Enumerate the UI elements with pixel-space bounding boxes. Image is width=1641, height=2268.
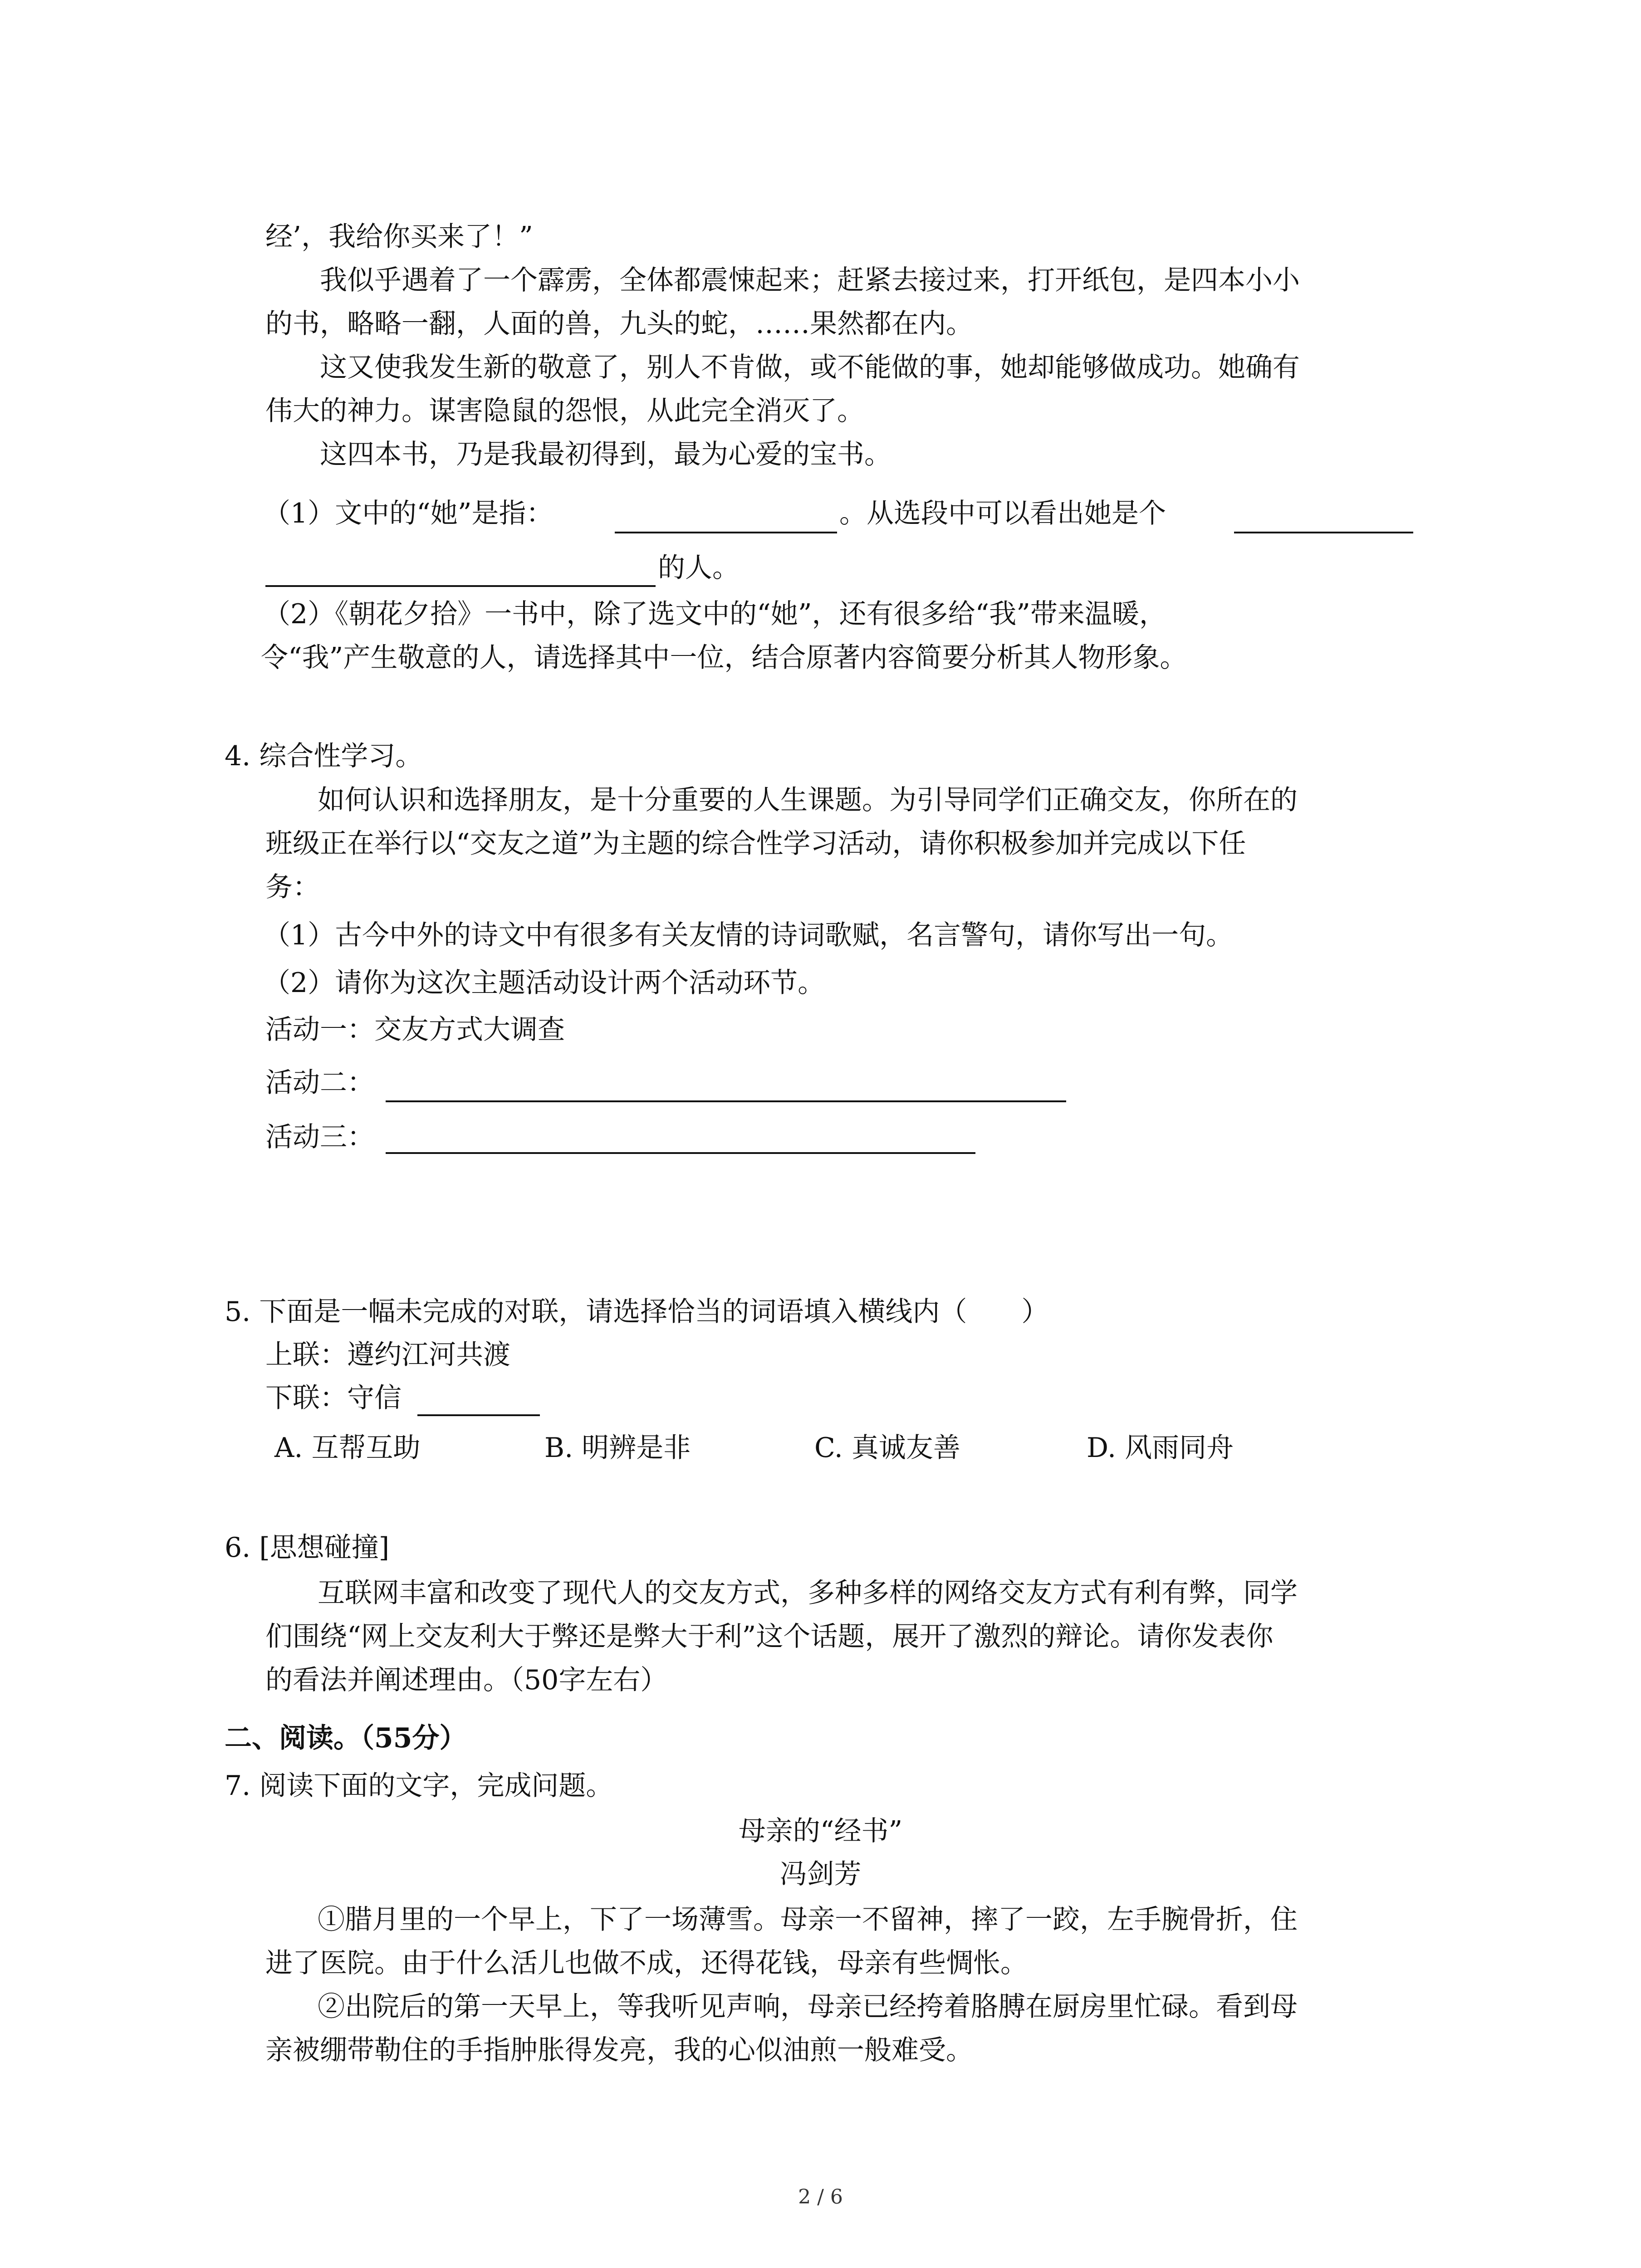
- q4-activity-1: 活动一：交友方式大调查: [265, 1014, 565, 1046]
- q6-line-2: 们围绕“网上交友利大于弊还是弊大于利”这个话题，展开了激烈的辩论。请你发表你: [265, 1621, 1274, 1652]
- q5-title: 5. 下面是一幅未完成的对联，请选择恰当的词语填入横线内（ ）: [225, 1296, 1049, 1328]
- q6-title: 6. [思想碰撞]: [225, 1532, 390, 1564]
- article-para-2-line-2: 亲被绷带勒住的手指肿胀得发亮，我的心似油煎一般难受。: [265, 2034, 973, 2066]
- q4-title: 4. 综合性学习。: [225, 740, 423, 772]
- q3-part1-text-b: 。从选段中可以看出她是个: [839, 498, 1166, 529]
- article-para-2-line-1: ②出院后的第一天早上，等我听见声响，母亲已经挎着胳膊在厨房里忙碌。看到母: [318, 1991, 1298, 2023]
- article-author: 冯剑芳: [779, 1858, 862, 1890]
- q3-part1-text-c: 的人。: [658, 552, 740, 584]
- q4-intro-line-3: 务：: [265, 871, 320, 903]
- q5-option-b[interactable]: B. 明辨是非: [544, 1432, 691, 1464]
- q4-activity-3-blank[interactable]: [386, 1152, 975, 1154]
- q4-sub-1: （1）古今中外的诗文中有很多有关友情的诗词歌赋，名言警句，请你写出一句。: [263, 919, 1234, 951]
- article-para-1-line-1: ①腊月里的一个早上，下了一场薄雪。母亲一不留神，摔了一跤，左手腕骨折，住: [318, 1904, 1298, 1936]
- q6-line-3: 的看法并阐述理由。（50字左右）: [265, 1664, 668, 1696]
- q5-lower-couplet: 下联：守信: [265, 1382, 402, 1414]
- excerpt-line-1: 经’，我给你买来了！”: [265, 221, 533, 253]
- q4-sub-2: （2）请你为这次主题活动设计两个活动环节。: [263, 967, 825, 999]
- q6-line-1: 互联网丰富和改变了现代人的交友方式，多种多样的网络交友方式有利有弊，同学: [318, 1577, 1298, 1609]
- q5-couplet-blank[interactable]: [417, 1414, 540, 1416]
- page-number: 2 / 6: [798, 2185, 843, 2209]
- article-para-1-line-2: 进了医院。由于什么活儿也做不成，还得花钱，母亲有些惆怅。: [265, 1947, 1028, 1979]
- excerpt-line-5: 伟大的神力。谋害隐鼠的怨恨，从此完全消灭了。: [265, 395, 864, 427]
- excerpt-line-6: 这四本书，乃是我最初得到，最为心爱的宝书。: [320, 439, 892, 470]
- q5-option-d[interactable]: D. 风雨同舟: [1087, 1432, 1234, 1464]
- q3-answer-blank-1[interactable]: [615, 532, 837, 533]
- q4-intro-line-2: 班级正在举行以“交友之道”为主题的综合性学习活动，请你积极参加并完成以下任: [265, 828, 1246, 860]
- q3-answer-blank-3[interactable]: [265, 585, 656, 587]
- excerpt-line-3: 的书，略略一翻，人面的兽，九头的蛇，……果然都在内。: [265, 308, 973, 340]
- q4-activity-2-label: 活动二：: [265, 1067, 374, 1099]
- q4-intro-line-1: 如何认识和选择朋友，是十分重要的人生课题。为引导同学们正确交友，你所在的: [318, 784, 1298, 816]
- q4-activity-3-label: 活动三：: [265, 1121, 374, 1153]
- q5-upper-couplet: 上联：遵约江河共渡: [265, 1339, 510, 1371]
- q7-title: 7. 阅读下面的文字，完成问题。: [225, 1770, 613, 1802]
- excerpt-line-2: 我似乎遇着了一个霹雳，全体都震悚起来；赶紧去接过来，打开纸包，是四本小小: [320, 264, 1300, 296]
- excerpt-line-4: 这又使我发生新的敬意了，别人不肯做，或不能做的事，她却能够做成功。她确有: [320, 352, 1300, 383]
- article-title: 母亲的“经书”: [738, 1815, 903, 1847]
- section-2-heading: 二、阅读。（55分）: [225, 1722, 467, 1754]
- q3-part2-line-1: （2）《朝花夕拾》一书中，除了选文中的“她”，还有很多给“我”带来温暖，: [263, 598, 1166, 630]
- q5-option-c[interactable]: C. 真诚友善: [814, 1432, 960, 1464]
- q3-part1-text-a: （1）文中的“她”是指：: [263, 498, 554, 529]
- q3-answer-blank-2[interactable]: [1234, 532, 1413, 533]
- q3-part2-line-2: 令“我”产生敬意的人，请选择其中一位，结合原著内容简要分析其人物形象。: [261, 642, 1187, 674]
- q4-activity-2-blank[interactable]: [386, 1100, 1066, 1102]
- q5-option-a[interactable]: A. 互帮互助: [274, 1432, 421, 1464]
